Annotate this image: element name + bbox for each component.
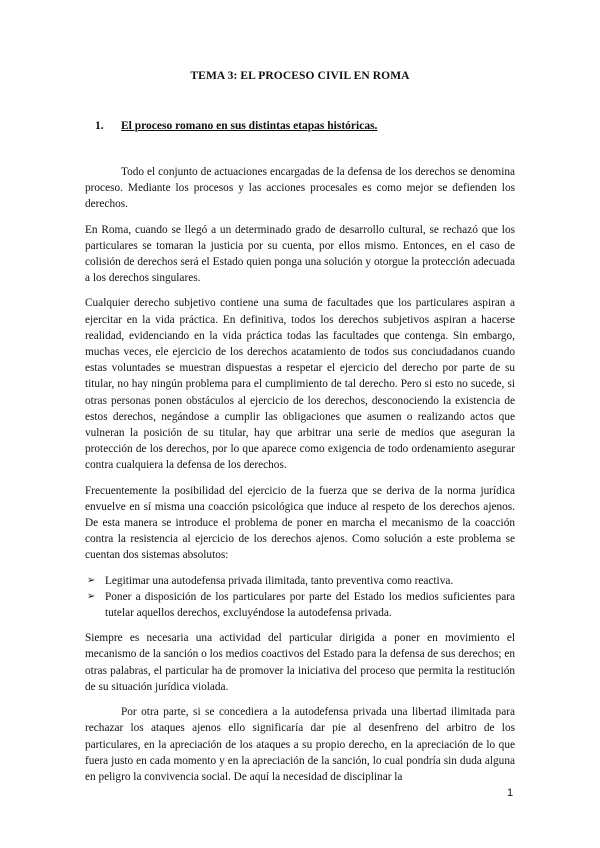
paragraph: Cualquier derecho subjetivo contiene una suma de facultades que los particulares aspiran a ejercitar en la vida práctica. En definitiva, todos los derechos subjetivos aspiran a hacerse realidad, evidenciando en la vida práctica todas las facultades que contenga. Sin embargo, muchas veces, ele ejercicio de los derechos acatamiento de todos sus conciudadanos cuando estas voluntades se muestran dispuestas a respetar el ejercicio del derecho por parte de su titular, no hay ningún problema para el cumplimiento de tal derecho. Pero si esto no sucede, si otras personas ponen obstáculos al ejercicio de los derechos, desconociendo la existencia de estos derechos, negándose a cumplir las obligaciones que asumen o realizando actos que vulneran la posición de su titular, hay que arbitrar una serie de medios que aseguran la protección de los derechos, por lo que aparece como exigencia de todo ordenamiento asegurar contra cualquiera la defensa de los derechos.	[85, 297, 515, 472]
paragraph: Frecuentemente la posibilidad del ejercicio de la fuerza que se deriva de la norma jurídica envuelve en sí misma una coacción psicológica que induce al respeto de los derechos ajenos. De esta manera se introduce el problema de poner en marcha el mecanismo de la coacción contra la resistencia al ejercicio de los derechos ajenos. Como solución a este problema se cuentan dos sistemas absolutos:	[85, 484, 515, 562]
section-number: 1.	[95, 120, 104, 132]
section-heading	[95, 120, 377, 132]
document-title: TEMA 3: EL PROCESO CIVIL EN ROMA	[190, 70, 410, 82]
list-item-text: Poner a disposición de los particulares por parte del Estado los medios suficientes para tutelar aquellos derechos, excluyéndose la autodefensa privada.	[105, 590, 515, 620]
list-item	[85, 573, 515, 589]
paragraph: Por otra parte, si se concediera a la autodefensa privada una libertad ilimitada para rechazar los ataques ajenos ello significaría dar pie al desenfreno del arbitro de los particulares, en la apreciación de los ataques a su propio derecho, en la apreciación de lo que fuera justo en cada momento y en la apreciación de la sanción, lo cual pondría sin duda alguna en peligro la convivencia social. De aquí la necesidad de disciplinar la	[85, 706, 515, 783]
bullet-list	[85, 573, 515, 622]
paragraph: En Roma, cuando se llegó a un determinado grado de desarrollo cultural, se rechazó que los particulares se tomaran la justicia por su cuenta, por ellos mismo. Entonces, en el caso de colisión de derechos será el Estado quien ponga una solución y otorgue la protección adecuada a los derechos singulares.	[85, 223, 515, 285]
arrow-bullet-icon: ➢	[87, 574, 96, 586]
paragraph: Siempre es necesaria una actividad del particular dirigida a poner en movimiento el mecanismo de la sanción o los medios coactivos del Estado para la defensa de sus derechos; en otras palabras, el particular ha de promover la iniciativa del proceso que permita la restitución de su situación jurídica violada.	[85, 632, 515, 693]
page-number: 1	[507, 787, 514, 799]
list-item-text: Legitimar una autodefensa privada ilimitada, tanto preventiva como reactiva.	[105, 574, 454, 587]
arrow-bullet-icon: ➢	[87, 590, 96, 602]
paragraph: Todo el conjunto de actuaciones encargadas de la defensa de los derechos se denomina proceso. Mediante los procesos y las acciones procesales es como mejor se defienden los derechos.	[85, 166, 515, 211]
section-title: El proceso romano en sus distintas etapas históricas.	[121, 120, 378, 132]
document-body	[85, 164, 515, 794]
list-item	[85, 589, 515, 621]
